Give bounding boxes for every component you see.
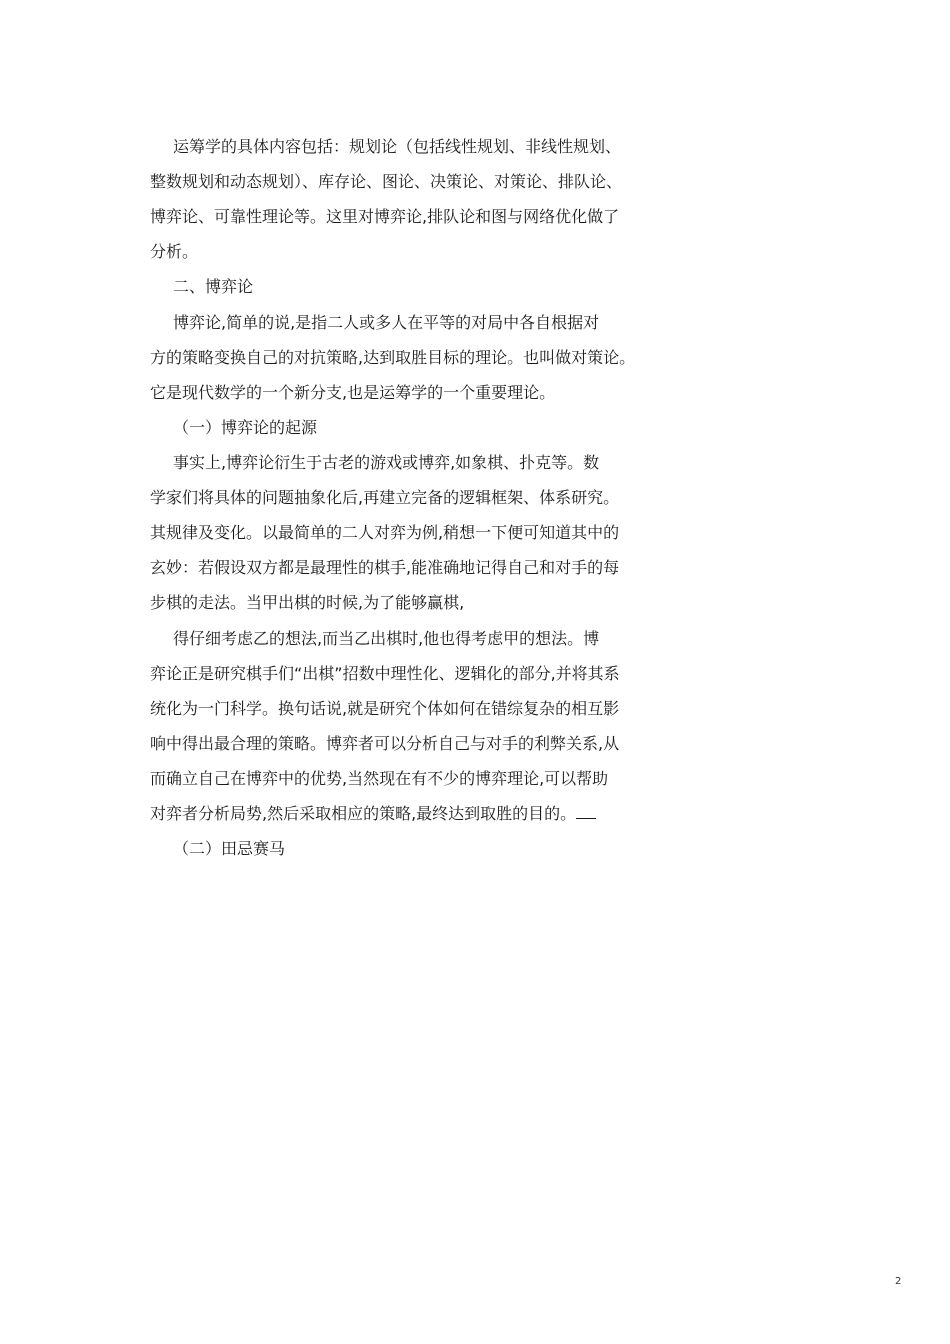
underline-mark: [576, 802, 596, 819]
paragraph-2-line-3: 它是现代数学的一个新分支,也是运筹学的一个重要理论。: [150, 383, 556, 402]
paragraph-1-line-1: 运筹学的具体内容包括：规划论（包括线性规划、非线性规划、: [173, 137, 622, 156]
paragraph-3-line-1: 事实上,博弈论衍生于古老的游戏或博弈,如象棋、扑克等。数: [173, 453, 600, 472]
paragraph-1-line-2: 整数规划和动态规划）、库存论、图论、决策论、对策论、排队论、: [150, 172, 623, 191]
paragraph-3-line-5: 步棋的走法。当甲出棋的时候,为了能够赢棋,: [150, 593, 465, 612]
paragraph-4-line-2: 弈论正是研究棋手们“出棋”招数中理性化、逻辑化的部分,并将其系: [150, 664, 620, 683]
paragraph-1-line-3: 博弈论、可靠性理论等。这里对博弈论,排队论和图与网络优化做了: [150, 207, 620, 226]
paragraph-4-line-3: 统化为一门科学。换句话说,就是研究个体如何在错综复杂的相互影: [150, 699, 620, 718]
paragraph-2-line-2: 方的策略变换自己的对抗策略,达到取胜目标的理论。也叫做对策论。: [150, 348, 636, 367]
paragraph-4-line-6: 对弈者分析局势,然后采取相应的策略,最终达到取胜的目的。: [150, 804, 577, 823]
paragraph-4-line-6-wrapper: [150, 796, 596, 831]
subsection-heading-tianji-horse-racing: （二）田忌赛马: [173, 839, 286, 858]
paragraph-3-line-3: 其规律及变化。以最简单的二人对弈为例,稍想一下便可知道其中的: [150, 523, 620, 542]
paragraph-4-line-4: 响中得出最合理的策略。博弈者可以分析自己与对手的利弊关系,从: [150, 734, 620, 753]
paragraph-4-line-1: 得仔细考虑乙的想法,而当乙出棋时,他也得考虑甲的想法。博: [173, 629, 600, 648]
section-heading-game-theory: 二、博弈论: [173, 277, 254, 296]
paragraph-3-line-4: 玄妙：若假设双方都是最理性的棋手,能准确地记得自己和对手的每: [150, 558, 620, 577]
subsection-heading-origin: （一）博弈论的起源: [173, 418, 318, 437]
paragraph-3-line-2: 学家们将具体的问题抽象化后,再建立完备的逻辑框架、体系研究。: [150, 488, 620, 507]
paragraph-2-line-1: 博弈论,简单的说,是指二人或多人在平等的对局中各自根据对: [173, 313, 600, 332]
paragraph-4-line-5: 而确立自己在博弈中的优势,当然现在有不少的博弈理论,可以帮助: [150, 769, 609, 788]
paragraph-1-line-4: 分析。: [150, 242, 199, 261]
page-number: 2: [895, 1276, 902, 1287]
